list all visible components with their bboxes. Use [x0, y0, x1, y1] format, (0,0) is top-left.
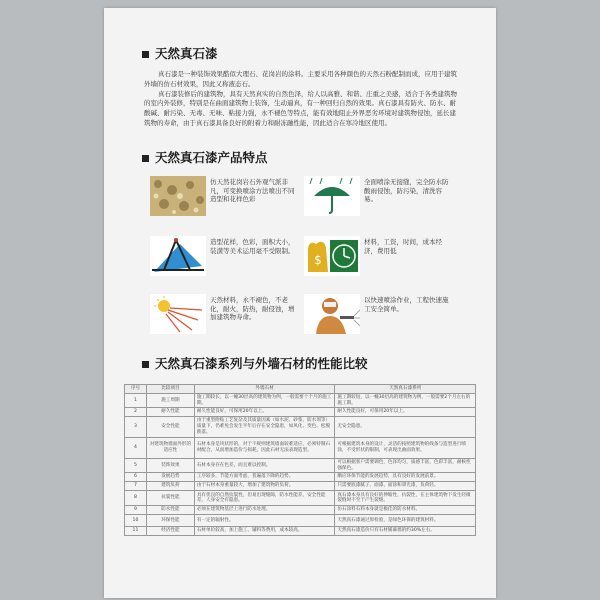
table-cell: 必须在建筑物基层上进行防水处理。 — [194, 506, 335, 515]
table-cell: 施工期较短，以一幢30层高的建筑物为例，一般需要2个月左右的施工期。 — [335, 393, 476, 408]
table-cell: 8 — [125, 491, 147, 506]
svg-text:$: $ — [314, 253, 322, 267]
table-row — [125, 417, 476, 437]
table-cell: 天然真石漆造价只有石材铺幕墙的约30%左右。 — [335, 527, 476, 536]
table-row — [125, 437, 476, 458]
table-cell: 1 — [125, 393, 147, 408]
table-cell: 耐久性能良好，可保用20年以上。 — [335, 408, 476, 417]
table-cell: 耐久性能 — [146, 408, 194, 417]
table-cell: 建筑负荷 — [146, 482, 194, 491]
table-cell: 真石漆本身具有良好的伸缩性，抗裂性，在主体建筑物下发生轻微裂缝时不至于产生裂缝。 — [335, 491, 476, 506]
table-cell: 石材单价较高，加上施工、辅料等费用，成本较高。 — [194, 527, 335, 536]
table-cell: 施工周期 — [146, 393, 194, 408]
table-cell: 6 — [125, 473, 147, 482]
feature-text: 材料，工资，时间，成本经济，费用低 — [364, 238, 442, 255]
comparison-table — [124, 384, 476, 536]
drafting-compass-icon — [150, 236, 206, 276]
umbrella-rain-icon — [304, 176, 360, 216]
table-cell: 防水性能 — [146, 506, 194, 515]
intro-paragraph: 真石漆是一种装饰效果酷似大理石、花岗岩的涂料。主要采用各种颜色的天然石粉配制而成，应用于建筑外墙的仿石材效果，因此又称液态石。 — [144, 70, 457, 88]
table-cell: 抗裂性能 — [146, 491, 194, 506]
table-cell: 环保性能 — [146, 515, 194, 527]
sun-rays-icon — [150, 294, 206, 334]
table-cell: 石材本身存在色差，而且难以控制。 — [194, 458, 335, 473]
feature-text: 以快速喷涂作业，工程快速施工安全简单。 — [364, 296, 449, 313]
table-cell: 无安全隐患。 — [335, 417, 476, 437]
section-title-text: 天然真石漆产品特点 — [155, 150, 268, 165]
table-row — [125, 393, 476, 408]
table-cell: 经济性能 — [146, 527, 194, 536]
table-row — [125, 491, 476, 506]
bullet-square-icon — [142, 155, 149, 162]
table-cell: 发展趋势 — [146, 473, 194, 482]
table-cell: 工序较多，节能方面考虑，普遍落下降的趋势。 — [194, 473, 335, 482]
table-cell: 只需要底漆腻子、面漆、面涂和罩光漆，负荷轻。 — [335, 482, 476, 491]
feature-text: 造型花样，色彩，面积大小，装潢等美术运用毫不受限制。 — [210, 238, 295, 255]
table-cell: 7 — [125, 482, 147, 491]
table-cell: 耐久性能良好，可保用20年以上。 — [194, 408, 335, 417]
table-row — [125, 515, 476, 527]
header-cell: 外墙石材 — [194, 385, 335, 394]
section-title-intro — [142, 44, 218, 62]
bullet-square-icon — [142, 51, 149, 58]
table-cell: 对建筑物墙面外形的适应性 — [146, 437, 194, 458]
table-cell: 4 — [125, 437, 147, 458]
header-cell: 比较项目 — [146, 385, 194, 394]
table-cell: 施工期较长，以一幢30层高的建筑物为例，一般需要十个月的施工期。 — [194, 393, 335, 408]
section-title-text: 天然真石漆系列与外墙石材的性能比较 — [155, 356, 368, 371]
table-cell: 5 — [125, 458, 147, 473]
table-cell: 天然真石漆通过原检验，是绿色环保的建筑材料。 — [335, 515, 476, 527]
table-cell: 仿石涂料石料本身就是极佳的防水材料。 — [335, 506, 476, 515]
table-cell: 由于石材本身重量较大，增加了建筑物的负荷。 — [194, 482, 335, 491]
spray-worker-icon — [304, 294, 360, 334]
table-row — [125, 506, 476, 515]
intro-text — [144, 70, 462, 129]
granite-stone-icon — [150, 176, 206, 216]
section-title-comparison — [142, 354, 368, 372]
table-cell: 可以根据客户需要调色，色泽均匀，质感丰富，色彩丰富，耐候性强保色。 — [335, 458, 476, 473]
header-cell: 序号 — [125, 385, 147, 394]
table-cell: 装饰效果 — [146, 458, 194, 473]
header-cell: 天然真石漆系列 — [335, 385, 476, 394]
table-cell: 3 — [125, 417, 147, 437]
table-row — [125, 473, 476, 482]
table-cell: 9 — [125, 506, 147, 515]
table-row — [125, 527, 476, 536]
bullet-square-icon — [142, 361, 149, 368]
section-title-text: 天然真石漆 — [155, 46, 218, 61]
table-cell: 石材本身是块状形的，对于不规则建筑墙面较难适应，必须特制石材配合，从而增加造价与损耗，因此石材无法表现造型。 — [194, 437, 335, 458]
table-cell: 11 — [125, 527, 147, 536]
feature-text: 天然材料，永不褪色，不老化，耐火，防热，耐侵蚀，增加建筑物寿命。 — [210, 296, 295, 322]
table-header-row — [125, 385, 476, 394]
document-page — [104, 8, 496, 598]
table-row — [125, 482, 476, 491]
money-clock-icon — [304, 236, 360, 276]
section-title-features — [142, 148, 268, 166]
table-cell: 顺应环保节能的发展趋势，具有良好的发展前景。 — [335, 473, 476, 482]
table-cell: 有一定的辐射性。 — [194, 515, 335, 527]
table-cell: 安全性能 — [146, 417, 194, 437]
intro-paragraph: 真石漆装修后的建筑物，具有天然真实的自然色泽，给人以高雅、和谐、庄重之美感，适合于各类建筑物的室内外装修，特别是在曲面建筑物上装饰，生动逼真，有一种回归自然的效果。真石漆具有防火、防水、耐酸碱、耐污染、无毒、无味、粘接力强，永不褪色等特点，能有效地阻止外界恶劣环境对建筑物侵蚀，延长建筑物的寿命，由于真石漆具备良好的附着力和耐冻融性能，因此适合在寒冷地区使用。 — [144, 89, 457, 127]
table-cell: 可根据建筑本身的设计，灵活的按照建筑物的线条与造型进行喷涂，不受形状的限制，可表现出曲面效果。 — [335, 437, 476, 458]
table-cell: 由于重型附贴工艺复杂及其质量因素（如水泥、砂浆、防水剂等）质量下，仍难免会发生半年后存在安全隐患，如风化、变色、松脱跌落。 — [194, 417, 335, 437]
table-cell: 具有优良的自然抗裂性，但易出现缝隙，防水性能差，安全性能差，人身安全有隐患。 — [194, 491, 335, 506]
feature-text: 全面喷涂无接缝，完全防水防酸雨侵蚀，防污染，清洗容易。 — [364, 178, 449, 204]
table-cell: 10 — [125, 515, 147, 527]
table-row — [125, 458, 476, 473]
feature-text: 仿天然花岗岩石外观气派非凡，可变换喷涂方法喷出不同造型和花样色彩 — [210, 178, 295, 204]
table-cell: 2 — [125, 408, 147, 417]
table-row — [125, 408, 476, 417]
